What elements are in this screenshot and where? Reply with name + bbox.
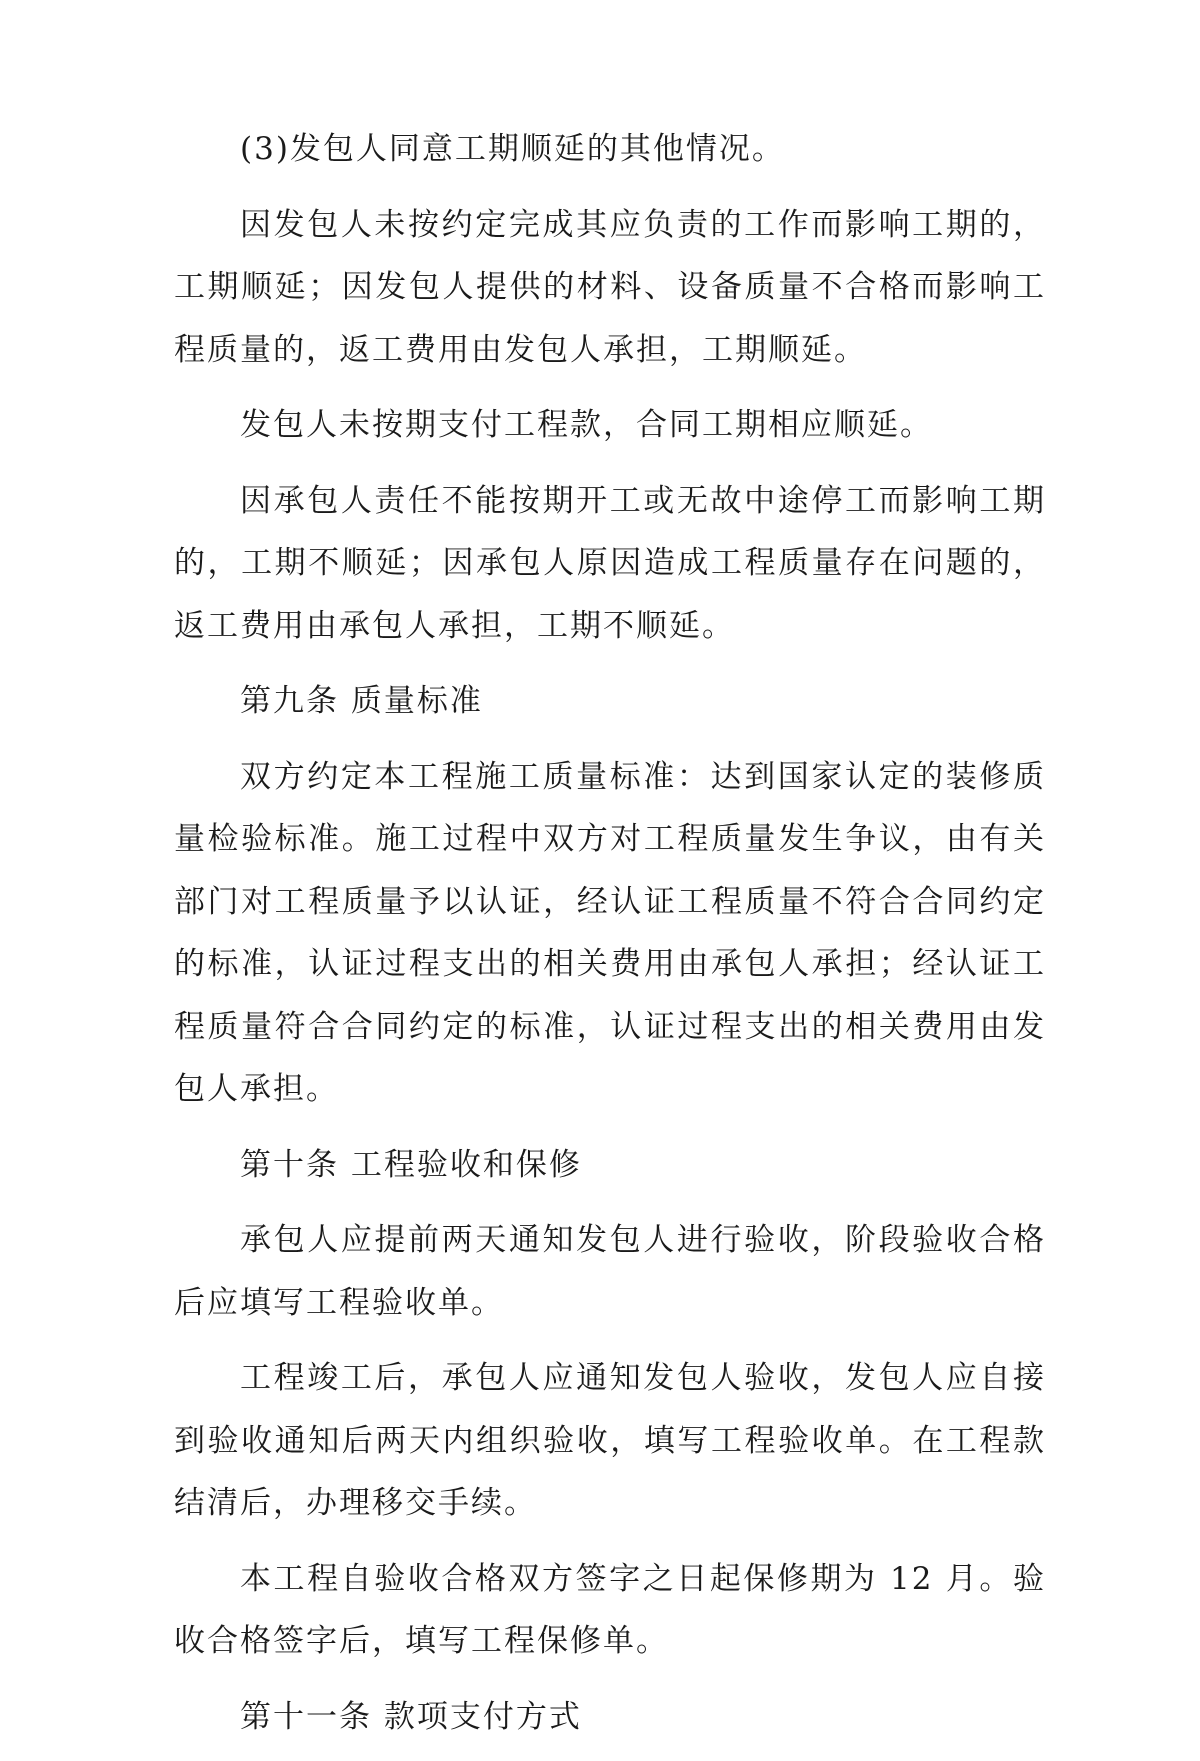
paragraph-quality-standard: 双方约定本工程施工质量标准：达到国家认定的装修质量检验标准。施工过程中双方对工程质量发生争议，由有关部门对工程质量予以认证，经认证工程质量不符合合同约定的标准，认证过程支出的相关费用由承包人承担；经认证工程质量符合合同约定的标准，认证过程支出的相关费用由发包人承担。 xyxy=(174,758,1046,1107)
paragraph-stage-acceptance: 承包人应提前两天通知发包人进行验收，阶段验收合格后应填写工程验收单。 xyxy=(174,1222,1046,1321)
paragraph-contractor-delay: 因承包人责任不能按期开工或无故中途停工而影响工期的，工期不顺延；因承包人原因造成工程质量存在问题的，返工费用由承包人承担，工期不顺延。 xyxy=(174,482,1046,644)
section-heading-acceptance: 第十条 工程验收和保修 xyxy=(240,1146,582,1183)
paragraph-warranty: 本工程自验收合格双方签字之日起保修期为 12 月。验收合格签字后，填写工程保修单。 xyxy=(174,1560,1046,1659)
section-heading-payment: 第十一条 款项支付方式 xyxy=(240,1698,582,1735)
paragraph-extension-other: (3)发包人同意工期顺延的其他情况。 xyxy=(240,131,785,167)
paragraph-completion-acceptance: 工程竣工后，承包人应通知发包人验收，发包人应自接到验收通知后两天内组织验收，填写工程验收单。在工程款结清后，办理移交手续。 xyxy=(174,1360,1046,1521)
paragraph-employer-delay: 因发包人未按约定完成其应负责的工作而影响工期的，工期顺延；因发包人提供的材料、设备质量不合格而影响工程质量的，返工费用由发包人承担，工期顺延。 xyxy=(174,206,1046,368)
paragraph-payment-delay: 发包人未按期支付工程款，合同工期相应顺延。 xyxy=(240,407,933,443)
section-heading-quality: 第九条 质量标准 xyxy=(240,683,483,719)
document-body xyxy=(174,118,1046,1761)
